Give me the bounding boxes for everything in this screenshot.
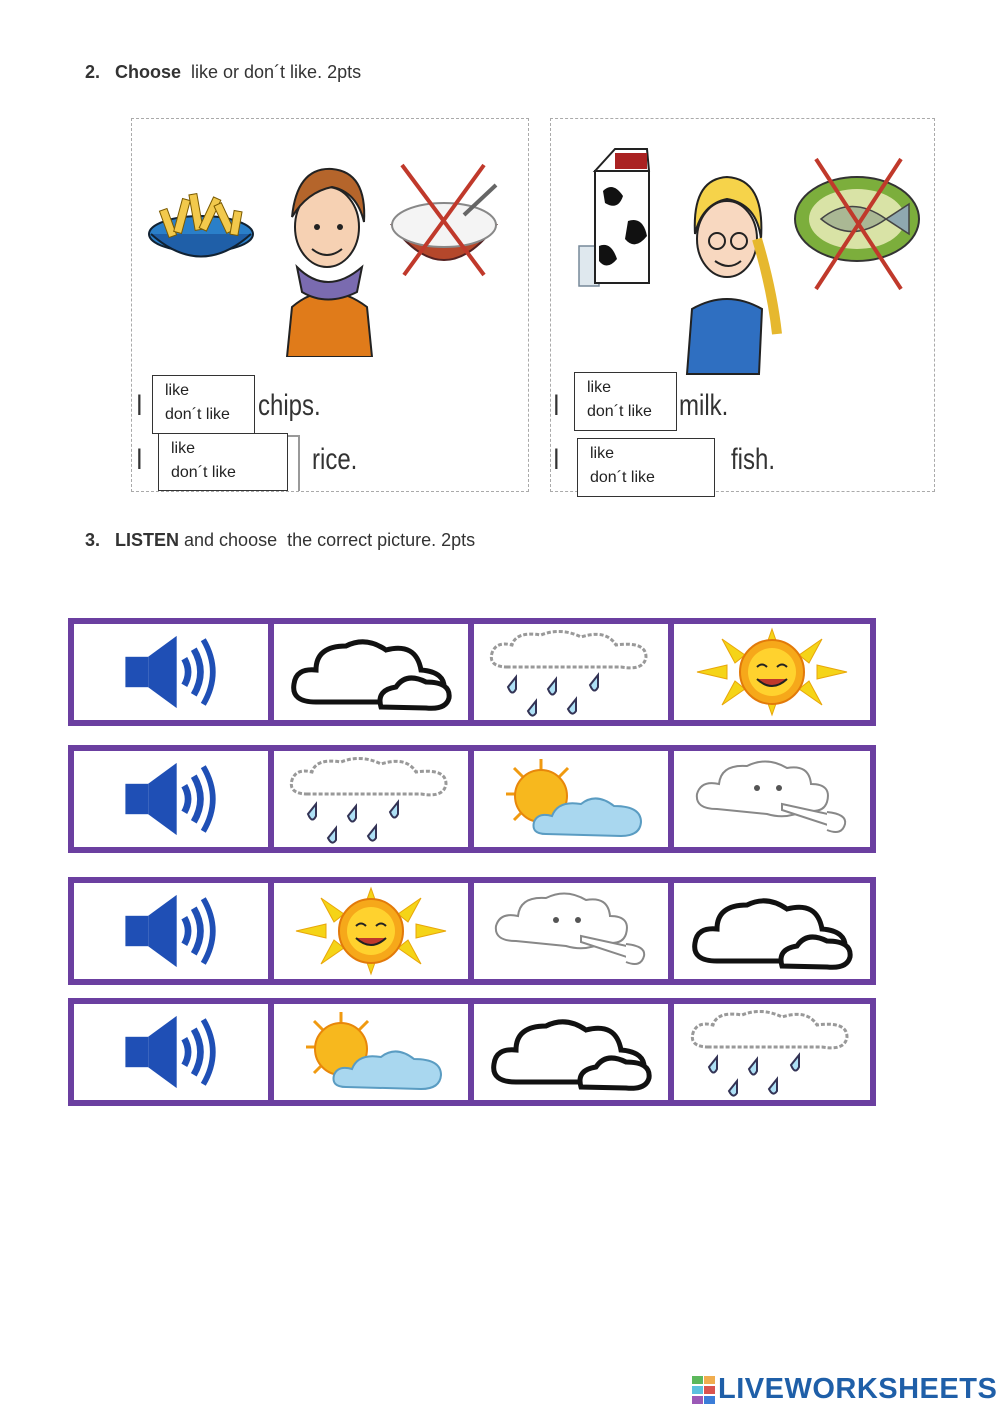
milk-carton-illustration: [573, 141, 655, 291]
food-word-chips: chips.: [258, 389, 321, 422]
option-dont-like[interactable]: don´t like: [165, 406, 230, 423]
option-like[interactable]: like: [590, 445, 615, 462]
rainy-icon: [687, 1007, 857, 1097]
option-dont-like[interactable]: don´t like: [171, 464, 236, 481]
partly-cloudy-icon: [486, 754, 656, 844]
sunny-icon: [687, 627, 857, 717]
food-word-fish: fish.: [731, 443, 776, 476]
rice-bowl-crossed-illustration: [384, 155, 504, 285]
cloudy-icon: [687, 891, 857, 971]
food-word-rice: rice.: [312, 443, 358, 476]
windy-icon: [687, 754, 857, 844]
weather-option-sunny[interactable]: [274, 883, 468, 979]
question-number: 2.: [85, 62, 101, 82]
weather-option-windy[interactable]: [474, 883, 668, 979]
food-panel-girl: [550, 118, 935, 492]
cloudy-icon: [486, 1012, 656, 1092]
speaker-icon[interactable]: [123, 634, 219, 710]
weather-option-rainy[interactable]: [674, 1004, 870, 1100]
logo-text: LIVEWORKSHEETS: [718, 1373, 998, 1405]
weather-option-rainy[interactable]: [274, 751, 468, 847]
weather-option-windy[interactable]: [674, 751, 870, 847]
question-2-heading: [85, 62, 361, 83]
speaker-cell[interactable]: [74, 1004, 268, 1100]
sentence-pronoun: I: [136, 389, 143, 422]
speaker-cell[interactable]: [74, 883, 268, 979]
weather-option-partly-cloudy[interactable]: [274, 1004, 468, 1100]
speaker-cell[interactable]: [74, 624, 268, 720]
fish-plate-crossed-illustration: [791, 149, 923, 299]
windy-icon: [486, 886, 656, 976]
weather-row-1: [68, 618, 876, 726]
weather-option-cloudy[interactable]: [274, 624, 468, 720]
question-keyword: Choose: [115, 62, 182, 82]
food-word-milk: milk.: [679, 389, 729, 422]
boy-illustration: [272, 157, 382, 357]
weather-option-partly-cloudy[interactable]: [474, 751, 668, 847]
like-select-milk[interactable]: [574, 372, 677, 431]
question-keyword: LISTEN: [115, 530, 180, 550]
weather-row-4: [68, 998, 876, 1106]
option-like[interactable]: like: [587, 379, 612, 396]
speaker-icon[interactable]: [123, 1014, 219, 1090]
weather-option-cloudy[interactable]: [474, 1004, 668, 1100]
weather-row-3: [68, 877, 876, 985]
liveworksheets-logo: [692, 1373, 997, 1406]
sunny-icon: [286, 886, 456, 976]
partly-cloudy-icon: [286, 1007, 456, 1097]
sentence-pronoun: I: [136, 443, 143, 476]
sentence-pronoun: I: [553, 443, 560, 476]
option-like[interactable]: like: [165, 382, 190, 399]
chips-bowl-illustration: [146, 179, 256, 269]
question-number: 3.: [85, 530, 101, 550]
girl-illustration: [677, 159, 787, 379]
like-select-chips[interactable]: [152, 375, 255, 434]
question-text: and choose the correct picture. 2pts: [179, 530, 476, 550]
like-select-fish[interactable]: [577, 438, 715, 497]
speaker-icon[interactable]: [123, 893, 219, 969]
cloudy-icon: [286, 632, 456, 712]
weather-option-cloudy[interactable]: [674, 883, 870, 979]
like-select-rice[interactable]: [158, 433, 288, 491]
question-text: like or don´t like. 2pts: [181, 62, 362, 82]
option-like[interactable]: like: [171, 440, 196, 457]
option-dont-like[interactable]: don´t like: [590, 469, 655, 486]
option-dont-like[interactable]: don´t like: [587, 403, 652, 420]
speaker-cell[interactable]: [74, 751, 268, 847]
rainy-icon: [486, 627, 656, 717]
sentence-pronoun: I: [553, 389, 560, 422]
question-3-heading: [85, 530, 475, 551]
weather-option-sunny[interactable]: [674, 624, 870, 720]
weather-row-2: [68, 745, 876, 853]
logo-mark-icon: [692, 1376, 716, 1404]
rainy-icon: [286, 754, 456, 844]
speaker-icon[interactable]: [123, 761, 219, 837]
weather-option-rainy[interactable]: [474, 624, 668, 720]
